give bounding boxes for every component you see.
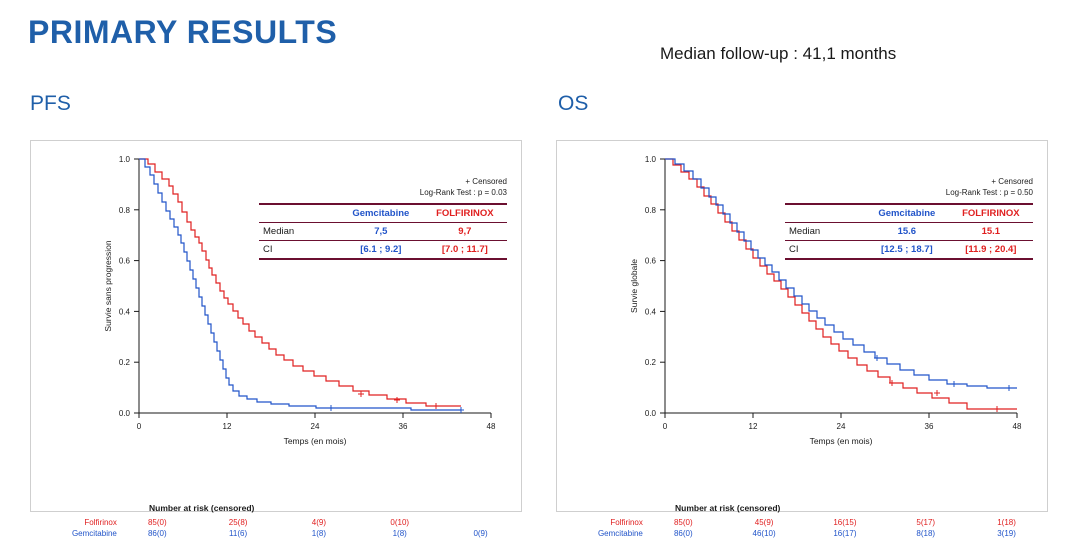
pfs-ytick-5: 1.0 (118, 155, 130, 164)
pfs-stats-col2: FOLFIRINOX (436, 207, 494, 219)
pfs-stats-box (259, 177, 507, 260)
median-followup-text: Median follow-up : 41,1 months (660, 44, 897, 63)
pfs-risk-ff-3: 0(10) (390, 518, 410, 527)
os-risk-ff-3: 5(17) (916, 518, 936, 527)
os-risk-table (557, 517, 1047, 539)
pfs-risk-ff-1: 25(8) (228, 518, 248, 527)
pfs-ytick-3: 0.6 (118, 256, 130, 266)
table-row (557, 517, 1047, 528)
os-stats-col2: FOLFIRINOX (962, 207, 1020, 219)
os-risk-title: Number at risk (censored) (675, 503, 781, 513)
pfs-ytick-0: 0.0 (118, 409, 130, 418)
os-risk-gem-0: 86(0) (673, 529, 693, 538)
pfs-panel-label: PFS (30, 92, 71, 115)
pfs-xtick-2: 24 (310, 422, 320, 431)
pfs-ytick-2: 0.4 (118, 307, 130, 317)
pfs-risk-table (31, 517, 521, 539)
os-median-ff: 15.1 (981, 225, 1001, 237)
os-risk-gem-2: 16(17) (833, 529, 857, 538)
os-ytick-1: 0.2 (644, 358, 656, 368)
pfs-risk-gem-1: 11(6) (229, 529, 248, 538)
pfs-x-axis-title: Temps (en mois) (283, 436, 347, 446)
pfs-xtick-1: 12 (222, 422, 232, 431)
pfs-risk-gem-name: Gemcitabine (71, 529, 117, 538)
os-ytick-4: 0.8 (644, 205, 656, 215)
os-ci-label: CI (789, 243, 799, 255)
os-xtick-2: 24 (836, 422, 846, 431)
pfs-ytick-1: 0.2 (118, 358, 130, 368)
os-risk-gem-name: Gemcitabine (597, 529, 643, 538)
page-title: PRIMARY RESULTS (28, 14, 338, 50)
os-ci-gem: [12.5 ; 18.7] (880, 243, 933, 255)
table-row (31, 517, 521, 528)
pfs-median-ff: 9,7 (458, 225, 472, 237)
os-risk-gem-1: 46(10) (752, 529, 776, 538)
os-stats-box (785, 177, 1033, 260)
os-ytick-5: 1.0 (644, 155, 656, 164)
pfs-risk-ff-4 (440, 517, 521, 528)
pfs-ci-ff: [7.0 ; 11.7] (441, 243, 488, 255)
pfs-median-label: Median (263, 225, 295, 237)
pfs-stats-col0 (259, 204, 339, 223)
os-risk-ff-4: 1(18) (997, 518, 1016, 527)
os-risk-gem-4: 3(19) (997, 529, 1016, 538)
os-panel-label: OS (558, 92, 589, 115)
os-xtick-4: 48 (1012, 422, 1022, 431)
pfs-ytick-4: 0.8 (118, 205, 130, 215)
pfs-risk-gem-4: 0(9) (473, 529, 488, 538)
os-risk-gem-3: 8(18) (916, 529, 936, 538)
pfs-risk-gem-3: 1(8) (392, 529, 407, 538)
os-y-axis-title: Survie globale (629, 259, 639, 313)
os-ytick-3: 0.6 (644, 256, 656, 266)
pfs-ci-gem: [6.1 ; 9.2] (360, 243, 402, 255)
os-x-axis-title: Temps (en mois) (809, 436, 873, 446)
table-row (31, 528, 521, 539)
os-ytick-2: 0.4 (644, 307, 656, 317)
pfs-ci-label: CI (263, 243, 273, 255)
os-stats-table (785, 203, 1033, 260)
os-xtick-3: 36 (924, 422, 934, 431)
os-xtick-0: 0 (662, 422, 668, 431)
pfs-stats-col1: Gemcitabine (352, 207, 410, 219)
os-logrank-text: Log-Rank Test : p = 0.50 (945, 187, 1033, 197)
os-risk-ff-name: Folfirinox (610, 518, 643, 527)
pfs-median-gem: 7,5 (374, 225, 388, 237)
pfs-stats-table (259, 203, 507, 260)
os-stats-col0 (785, 204, 865, 223)
pfs-xtick-4: 48 (486, 422, 496, 431)
os-median-gem: 15.6 (897, 225, 917, 237)
pfs-risk-gem-0: 86(0) (147, 529, 167, 538)
table-row (557, 528, 1047, 539)
os-risk-ff-2: 16(15) (833, 518, 857, 527)
pfs-xtick-0: 0 (136, 422, 142, 431)
pfs-risk-title: Number at risk (censored) (149, 503, 255, 513)
os-median-label: Median (789, 225, 821, 237)
os-stats-col1: Gemcitabine (878, 207, 936, 219)
pfs-risk-ff-name: Folfirinox (84, 518, 117, 527)
os-chart-panel (556, 140, 1048, 538)
pfs-risk-gem-2: 1(8) (311, 529, 327, 538)
os-xtick-1: 12 (748, 422, 758, 431)
pfs-y-axis-title: Survie sans progression (103, 240, 113, 332)
pfs-chart-panel (30, 140, 522, 538)
pfs-logrank-text: Log-Rank Test : p = 0.03 (419, 187, 507, 197)
os-risk-ff-0: 85(0) (673, 518, 693, 527)
pfs-risk-ff-2: 4(9) (311, 518, 327, 527)
os-censored-note: + Censored (991, 177, 1033, 186)
pfs-risk-ff-0: 85(0) (147, 518, 167, 527)
os-ytick-0: 0.0 (644, 409, 656, 418)
os-risk-ff-1: 45(9) (754, 518, 774, 527)
os-ci-ff: [11.9 ; 20.4] (965, 243, 1017, 255)
pfs-censored-note: + Censored (465, 177, 507, 186)
pfs-xtick-3: 36 (398, 422, 408, 431)
